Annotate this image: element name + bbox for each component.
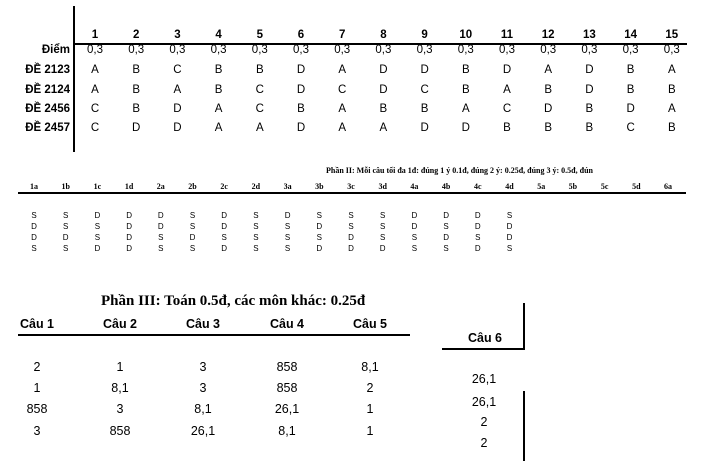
part1-cell: 0,3	[457, 44, 474, 56]
cau6-cell: 2	[480, 436, 488, 450]
part2-cell: D	[348, 244, 354, 253]
part2-cell: D	[94, 244, 101, 253]
part2-cell: S	[506, 211, 513, 220]
part1-cell: C	[90, 122, 100, 134]
part1-cell: D	[296, 84, 306, 96]
part2-col-header: 5c	[600, 182, 609, 191]
part2-col-header: 2c	[220, 182, 228, 191]
part2-cell: S	[189, 244, 196, 253]
part2-cell: S	[316, 233, 322, 242]
part2-col-header: 3c	[347, 182, 355, 191]
part2-cell: S	[380, 233, 386, 242]
part3-col-header: Câu 5	[352, 317, 388, 331]
part1-cell: B	[214, 64, 223, 76]
part3-cell: 26,1	[274, 402, 300, 416]
part3-cell: 8,1	[194, 402, 212, 416]
part1-row-label: ĐỀ 2124	[25, 84, 70, 96]
part1-cell: C	[338, 84, 347, 96]
part1-cell: B	[132, 64, 141, 76]
part2-cell: D	[157, 211, 164, 220]
part1-col-header: 15	[665, 29, 679, 41]
part3-title: Phần III: Toán 0.5đ, các môn khác: 0.25đ	[101, 293, 366, 309]
part2-col-header: 4a	[410, 182, 419, 191]
part1-cell: B	[626, 84, 635, 96]
part2-cell: S	[63, 211, 69, 220]
part1-cell: D	[379, 84, 388, 96]
part1-cell: B	[255, 64, 264, 76]
part1-row-label: Điểm	[41, 44, 70, 56]
part2-col-header: 1b	[61, 182, 70, 191]
part1-cell: B	[544, 84, 553, 96]
part1-col-header: 6	[297, 29, 305, 41]
part2-col-header: 6a	[664, 182, 672, 191]
part2-cell: D	[316, 222, 323, 231]
part2-cell: S	[253, 244, 259, 253]
part1-cell: D	[502, 64, 512, 76]
part1-cell: B	[132, 84, 141, 96]
part2-cell: D	[474, 222, 481, 231]
part2-cell: D	[126, 233, 132, 242]
part2-cell: S	[284, 244, 291, 253]
part3-cell: 858	[276, 381, 298, 395]
part3-cell: 3	[116, 402, 124, 416]
part1-cell: B	[461, 84, 470, 96]
part1-cell: C	[255, 84, 264, 96]
part1-col-header: 11	[500, 29, 514, 41]
part2-cell: D	[221, 211, 228, 220]
part1-row-label: ĐỀ 2123	[25, 64, 70, 76]
part1-row-label: ĐỀ 2456	[25, 103, 70, 115]
part1-cell: B	[297, 103, 305, 115]
part2-scoring-note: Phần II: Mỗi câu tối đa 1đ: đúng 1 ý 0.1đ, đúng 2 ý: 0.25đ, đúng 3 ý: 0.5đ, đún	[326, 166, 593, 175]
part2-col-header: 4d	[505, 182, 514, 191]
part1-cell: B	[503, 122, 511, 134]
cau6-top-divider	[523, 303, 525, 349]
part3-cell: 2	[33, 360, 41, 374]
part2-col-header: 1d	[124, 182, 134, 191]
part1-cell: 0,3	[128, 44, 145, 56]
part2-cell: S	[189, 222, 196, 231]
part1-cell: B	[667, 84, 676, 96]
part2-cell: S	[475, 233, 481, 242]
part2-cell: D	[443, 233, 449, 242]
part2-cell: S	[63, 222, 69, 231]
part1-cell: 0,3	[251, 44, 268, 56]
part2-cell: D	[316, 244, 323, 253]
part2-cell: D	[62, 233, 69, 242]
part2-cell: S	[506, 244, 513, 253]
part2-cell: S	[411, 233, 418, 242]
part1-cell: C	[255, 103, 264, 115]
part2-cell: S	[443, 222, 449, 231]
part1-cell: 0,3	[169, 44, 186, 56]
part2-cell: D	[348, 233, 354, 242]
part1-cell: 0,3	[334, 44, 351, 56]
part1-cell: A	[338, 122, 347, 134]
part3-cell: 1	[33, 381, 41, 395]
part3-cell: 1	[116, 360, 124, 374]
part1-cell: D	[420, 122, 429, 134]
part3-cell: 3	[199, 381, 207, 395]
part2-cell: S	[189, 211, 196, 220]
part1-cell: 0,3	[581, 44, 598, 56]
part2-col-header: 4c	[474, 182, 482, 191]
part1-col-header: 13	[582, 29, 596, 41]
part3-cell: 8,1	[361, 360, 379, 374]
part1-cell: 0,3	[416, 44, 433, 56]
part1-col-header: 2	[132, 29, 140, 41]
part1-cell: C	[90, 103, 100, 115]
part1-cell: A	[338, 103, 347, 115]
part2-cell: S	[348, 211, 354, 220]
part2-cell: D	[31, 233, 37, 242]
part2-cell: S	[158, 244, 164, 253]
part2-cell: D	[284, 211, 291, 220]
part1-cell: D	[132, 122, 141, 134]
part1-cell: B	[461, 64, 470, 76]
part2-cell: S	[348, 222, 354, 231]
part2-cell: S	[253, 211, 259, 220]
part2-cell: D	[126, 211, 132, 220]
part2-cell: S	[94, 222, 101, 231]
part2-col-header: 1c	[93, 182, 102, 191]
part1-row-label: ĐỀ 2457	[25, 122, 70, 134]
part2-col-header: 3b	[315, 182, 324, 191]
part1-col-header: 8	[380, 29, 387, 41]
part1-cell: 0,3	[87, 44, 103, 56]
part1-cell: D	[296, 122, 306, 134]
part1-cell: D	[544, 103, 553, 115]
part2-col-header: 1a	[30, 182, 38, 191]
cau6-cell: 26,1	[471, 372, 497, 386]
part1-cell: A	[91, 84, 99, 96]
part2-col-header: 3a	[283, 182, 292, 191]
part2-col-header: 5a	[537, 182, 546, 191]
part3-header-rule	[18, 334, 410, 336]
part2-cell: S	[221, 233, 227, 242]
part2-cell: S	[443, 244, 449, 253]
part2-cell: S	[380, 211, 386, 220]
part1-cell: D	[296, 64, 306, 76]
part1-cell: 0,3	[540, 44, 557, 56]
part2-cell: D	[221, 244, 228, 253]
part2-cell: S	[158, 233, 164, 242]
part2-cell: S	[31, 244, 37, 253]
part2-cell: D	[506, 222, 513, 231]
part1-cell: A	[667, 64, 676, 76]
part1-cell: D	[585, 84, 594, 96]
part1-cell: D	[420, 64, 429, 76]
part3-cell: 858	[26, 402, 48, 416]
part1-cell: A	[544, 64, 553, 76]
part1-cell: D	[173, 103, 182, 115]
part2-cell: D	[126, 244, 132, 253]
part1-cell: 0,3	[293, 44, 309, 56]
part1-col-header: 14	[624, 29, 637, 41]
part1-cell: C	[502, 103, 512, 115]
part1-cell: B	[544, 122, 553, 134]
part3-cell: 1	[366, 402, 374, 416]
part2-cell: D	[474, 211, 481, 220]
part3-cell: 26,1	[190, 424, 216, 438]
part1-col-header: 5	[256, 29, 263, 41]
part1-cell: A	[461, 103, 470, 115]
part2-header-rule	[18, 192, 686, 194]
part3-cell: 3	[33, 424, 41, 438]
part1-cell: A	[503, 84, 511, 96]
part1-cell: C	[173, 64, 182, 76]
cau6-header-rule	[442, 348, 525, 350]
part1-cell: A	[379, 122, 388, 134]
part2-cell: D	[506, 233, 513, 242]
part2-cell: S	[63, 244, 69, 253]
part2-cell: D	[126, 222, 132, 231]
part2-cell: S	[411, 244, 418, 253]
part2-cell: D	[221, 222, 228, 231]
part1-vertical-divider	[73, 6, 75, 152]
part1-cell: B	[379, 103, 388, 115]
cau6-cell: 26,1	[471, 395, 497, 409]
part1-cell: C	[420, 84, 429, 96]
part1-cell: D	[585, 64, 594, 76]
part1-cell: B	[626, 64, 635, 76]
part3-col-header: Câu 1	[19, 317, 55, 331]
part1-cell: 0,3	[663, 44, 680, 56]
part3-cell: 2	[366, 381, 374, 395]
part1-cell: B	[420, 103, 429, 115]
part2-cell: S	[316, 211, 322, 220]
part2-cell: D	[94, 211, 101, 220]
part1-col-header: 3	[174, 29, 181, 41]
part1-cell: B	[585, 122, 594, 134]
part1-cell: B	[667, 122, 676, 134]
part1-col-header: 4	[215, 29, 222, 41]
part1-cell: D	[379, 64, 388, 76]
part3-cell: 858	[109, 424, 131, 438]
part3-cell: 3	[199, 360, 207, 374]
part1-cell: D	[173, 122, 182, 134]
part1-cell: D	[626, 103, 635, 115]
part2-col-header: 5b	[568, 182, 578, 191]
part1-cell: 0,3	[375, 44, 392, 56]
part1-cell: C	[626, 122, 635, 134]
part3-cell: 8,1	[111, 381, 129, 395]
part2-cell: D	[411, 222, 418, 231]
part2-cell: D	[379, 244, 386, 253]
part2-cell: S	[253, 222, 259, 231]
part1-col-header: 12	[541, 29, 555, 41]
part2-col-header: 2a	[156, 182, 165, 191]
part3-col-header: Câu 4	[269, 317, 305, 331]
part1-cell: A	[214, 122, 223, 134]
part1-cell: A	[91, 64, 99, 76]
part2-cell: D	[189, 233, 196, 242]
part2-cell: D	[443, 211, 449, 220]
part1-col-header: 1	[91, 29, 99, 41]
part1-cell: D	[461, 122, 470, 134]
part1-col-header: 7	[338, 29, 346, 41]
part2-cell: S	[284, 222, 291, 231]
cau6-header: Câu 6	[467, 331, 503, 345]
part1-col-header: 10	[459, 29, 473, 41]
part1-cell: A	[255, 122, 264, 134]
part2-cell: S	[284, 233, 291, 242]
part2-cell: D	[31, 222, 37, 231]
part3-col-header: Câu 3	[185, 317, 221, 331]
part1-cell: A	[214, 103, 223, 115]
part1-cell: B	[214, 84, 223, 96]
part1-cell: A	[667, 103, 676, 115]
part3-cell: 858	[276, 360, 298, 374]
part2-cell: D	[157, 222, 164, 231]
part1-cell: B	[585, 103, 594, 115]
part3-col-header: Câu 2	[102, 317, 138, 331]
part2-cell: S	[253, 233, 259, 242]
part1-cell: 0,3	[622, 44, 639, 56]
part2-cell: S	[94, 233, 101, 242]
part2-col-header: 4b	[441, 182, 451, 191]
part1-cell: 0,3	[210, 44, 227, 56]
part2-cell: D	[411, 211, 418, 220]
part2-cell: D	[474, 244, 481, 253]
part2-col-header: 5d	[632, 182, 641, 191]
part2-col-header: 2d	[251, 182, 261, 191]
part2-col-header: 2b	[188, 182, 197, 191]
part1-cell: B	[132, 103, 141, 115]
part3-cell: 8,1	[278, 424, 296, 438]
part2-cell: S	[380, 222, 386, 231]
part2-cell: S	[31, 211, 37, 220]
part2-col-header: 3d	[378, 182, 387, 191]
cau6-bottom-divider	[523, 391, 525, 461]
part1-col-header: 9	[421, 29, 428, 41]
part1-cell: A	[338, 64, 347, 76]
part1-cell: A	[173, 84, 182, 96]
cau6-cell: 2	[480, 415, 488, 429]
part3-cell: 1	[366, 424, 374, 438]
part1-cell: 0,3	[499, 44, 515, 56]
